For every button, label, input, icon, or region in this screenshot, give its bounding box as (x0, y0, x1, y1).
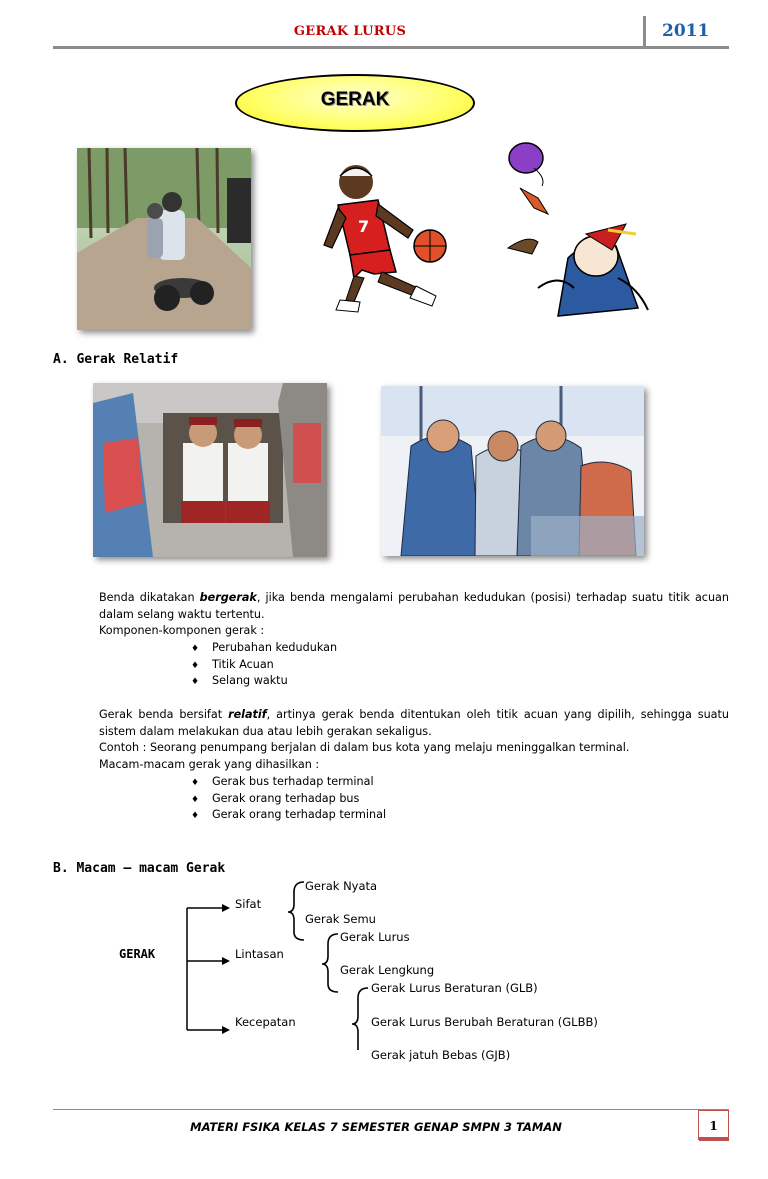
diagram-root: GERAK (119, 947, 156, 961)
example-text: Contoh : Seorang penumpang berjalan di dalam bus kota yang melaju meninggalkan terminal. (99, 741, 630, 754)
diamond-bullet-icon: ♦ (191, 778, 200, 788)
bus-passengers-illustration (381, 386, 644, 556)
relative-text-start: Gerak benda bersifat (99, 708, 229, 721)
diagram-kecepatan-label: Kecepatan (235, 1015, 296, 1029)
footer-text: MATERI FSIKA KELAS 7 SEMESTER GENAP SMPN 3 TAMAN (190, 1120, 562, 1134)
page-number: 1 (698, 1110, 729, 1140)
header-title: GERAK LURUS (293, 24, 407, 39)
list-item: ♦ Titik Acuan (191, 657, 274, 675)
diamond-bullet-icon: ♦ (191, 644, 200, 654)
results-intro: Macam-macam gerak yang dihasilkan : (99, 758, 320, 771)
diagram-sifat-item: Gerak Nyata (305, 879, 378, 893)
diagram-kecepatan-item: Gerak jatuh Bebas (GJB) (371, 1048, 511, 1062)
diamond-bullet-icon: ♦ (191, 795, 200, 805)
list-item: ♦ Gerak bus terhadap terminal (191, 774, 374, 792)
svg-text:7: 7 (358, 217, 370, 236)
definition-keyword: bergerak (199, 591, 257, 604)
definition-paragraph (99, 590, 729, 623)
diamond-bullet-icon: ♦ (191, 811, 200, 821)
page-title: GERAK (320, 89, 390, 110)
diagram-sifat-item: Gerak Semu (305, 912, 376, 926)
diagram-sifat-label: Sifat (235, 897, 262, 911)
footer-rule (53, 1109, 729, 1110)
diagram-lintasan-label: Lintasan (235, 947, 284, 961)
header-divider (643, 16, 646, 46)
section-b-heading: B. Macam – macam Gerak (53, 861, 226, 876)
section-a-heading: A. Gerak Relatif (53, 352, 179, 367)
definition-text-end: , jika benda mengalami perubahan kedudukan (posisi) terhadap suatu titik acuan dalam selang waktu tertentu. (99, 591, 729, 621)
diamond-bullet-icon: ♦ (191, 677, 200, 687)
list-item: ♦ Selang waktu (191, 673, 288, 691)
basketball-player-image (318, 160, 458, 318)
relative-keyword: relatif (228, 708, 267, 721)
page-number-bar (699, 1137, 729, 1141)
relative-paragraph (99, 707, 729, 740)
header-rule (53, 46, 729, 49)
components-intro: Komponen-komponen gerak : (99, 624, 265, 637)
diamond-bullet-icon: ♦ (191, 661, 200, 671)
diagram-kecepatan-item: Gerak Lurus Beraturan (GLB) (371, 981, 538, 995)
diagram-kecepatan-item: Gerak Lurus Berubah Beraturan (GLBB) (371, 1015, 598, 1029)
header-year: 2011 (662, 21, 710, 41)
definition-text-start: Benda dikatakan (99, 591, 200, 604)
diagram-lintasan-item: Gerak Lurus (340, 930, 410, 944)
relative-text-end: , artinya gerak benda ditentukan oleh titik acuan yang dipilih, sehingga suatu sistem dalam melakukan dua atau lebih gerakan sekaligus. (99, 708, 729, 738)
list-item: ♦ Perubahan kedudukan (191, 640, 337, 658)
list-item: ♦ Gerak orang terhadap bus (191, 791, 359, 809)
angkot-students-photo (93, 383, 327, 557)
list-item: ♦ Gerak orang terhadap terminal (191, 807, 386, 825)
diagram-lintasan-item: Gerak Lengkung (340, 963, 435, 977)
motorcycle-photo (77, 148, 251, 330)
party-cartoon-image (498, 138, 654, 320)
